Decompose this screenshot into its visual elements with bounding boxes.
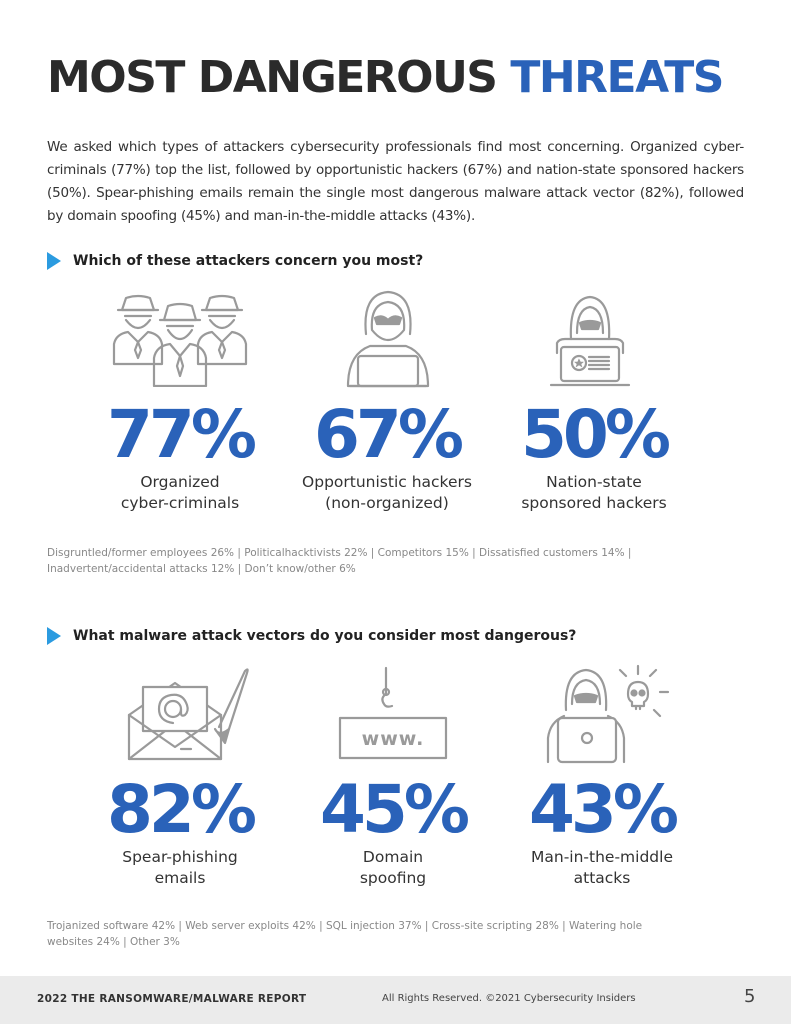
stat-percentage: 67%	[314, 396, 460, 473]
criminals-group-icon	[108, 292, 253, 387]
stat-percentage: 82%	[107, 771, 253, 848]
stat-domain-spoofing	[293, 771, 493, 889]
play-arrow-icon	[47, 627, 61, 645]
stat-label-line-2: cyber-criminals	[120, 494, 240, 512]
copyright-notice: All Rights Reserved. ©2021 Cybersecurity Insiders	[382, 993, 636, 1004]
title-main: MOST DANGEROUS	[47, 52, 497, 103]
stat-nation-state-hackers	[494, 396, 694, 514]
stat-label	[293, 847, 493, 889]
stat-label-line-2: (non-organized)	[325, 494, 449, 512]
stat-label-line-2: emails	[154, 869, 206, 887]
footnote-line-2: websites 24% | Other 3%	[47, 936, 180, 948]
stat-organized-cyber-criminals	[80, 396, 280, 514]
report-title: 2022 THE RANSOMWARE/MALWARE REPORT	[37, 993, 307, 1005]
question-1-heading	[47, 252, 423, 270]
stat-label	[502, 847, 702, 889]
stat-label-line-1: Opportunistic hackers	[302, 473, 472, 491]
stat-label-line-2: sponsored hackers	[521, 494, 667, 512]
stat-spear-phishing-emails	[80, 771, 280, 889]
stat-label	[494, 472, 694, 514]
stat-label-line-1: Nation-state	[546, 473, 642, 491]
stat-label	[287, 472, 487, 514]
stat-percentage: 77%	[107, 396, 253, 473]
stat-man-in-the-middle	[502, 771, 702, 889]
stat-percentage: 45%	[320, 771, 466, 848]
page-number: 5	[744, 986, 756, 1007]
page-footer	[0, 976, 791, 1024]
question-2-footnote	[47, 918, 737, 950]
www-text: www.	[361, 728, 425, 750]
footnote-line-1: Disgruntled/former employees 26% | Politicalhacktivists 22% | Competitors 15% | Dissatisfied customers 14% |	[47, 547, 632, 559]
question-2-heading	[47, 627, 576, 645]
stat-label-line-1: Spear-phishing	[122, 848, 238, 866]
stat-label-line-1: Domain	[362, 848, 424, 866]
intro-paragraph: We asked which types of attackers cybersecurity professionals find most concerning. Organized cyber-criminals (77%) top the list, followed by opportunistic hackers (67%) and nation-state sponsored hackers (50%). Spear-phishing emails remain the single most dangerous malware attack vector (82%), followed by domain spoofing (45%) and man-in-the-middle attacks (43%).	[47, 139, 744, 224]
stat-label-line-2: spoofing	[359, 869, 427, 887]
phishing-email-icon	[125, 665, 253, 763]
mitm-hacker-icon	[544, 664, 676, 766]
stat-label-line-2: attacks	[573, 869, 631, 887]
nation-state-hacker-icon	[547, 293, 633, 388]
play-arrow-icon	[47, 252, 61, 270]
stat-label-line-1: Man-in-the-middle	[531, 848, 673, 866]
stat-percentage: 43%	[529, 771, 675, 848]
footnote-line-1: Trojanized software 42% | Web server exploits 42% | SQL injection 37% | Cross-site scripting 28% | Watering hole	[47, 920, 643, 932]
hooded-hacker-icon	[342, 290, 434, 390]
question-2-text: What malware attack vectors do you consider most dangerous?	[73, 628, 577, 644]
question-1-footnote	[47, 545, 737, 577]
stat-opportunistic-hackers	[287, 396, 487, 514]
stat-percentage: 50%	[521, 396, 667, 473]
stat-label	[80, 847, 280, 889]
stat-label-line-1: Organized	[140, 473, 220, 491]
footnote-line-2: Inadvertent/accidental attacks 12% | Don’t know/other 6%	[47, 563, 356, 575]
title-accent: THREATS	[510, 52, 723, 103]
stat-label	[80, 472, 280, 514]
page-title	[47, 52, 723, 103]
question-1-text: Which of these attackers concern you most?	[73, 253, 424, 269]
